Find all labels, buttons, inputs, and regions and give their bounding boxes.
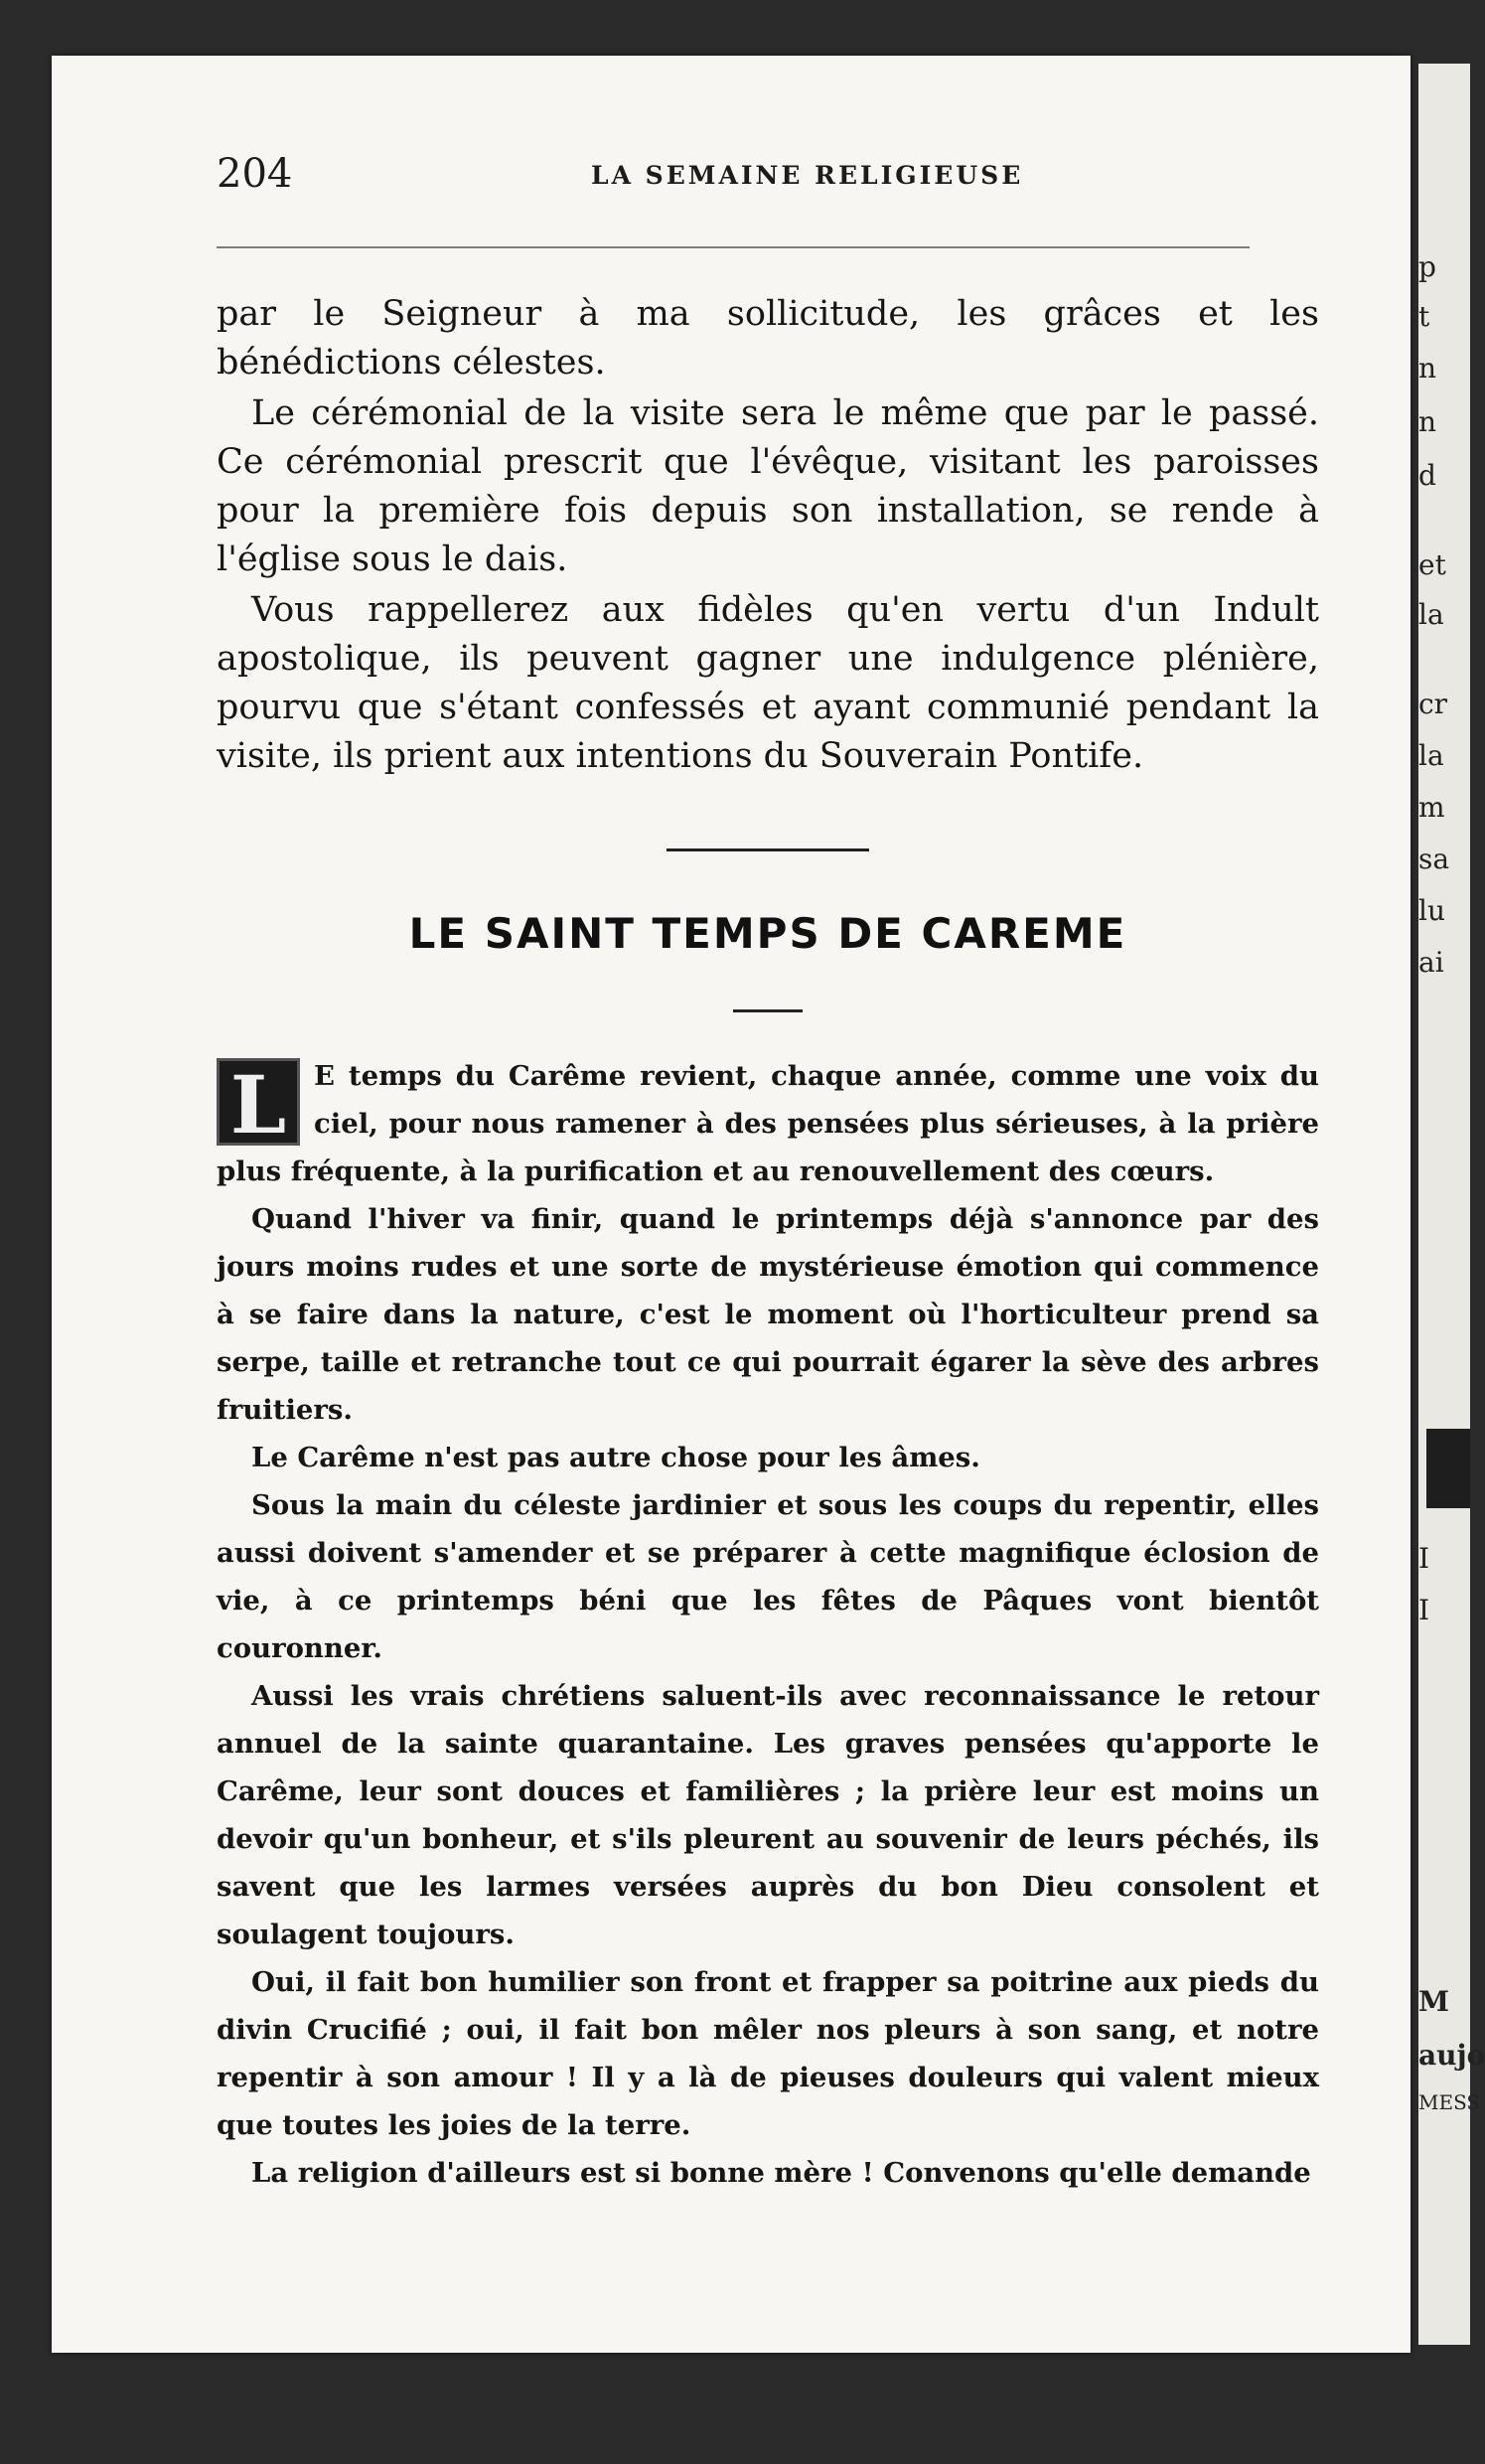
edge-fragment: m [1418,791,1445,824]
edge-fragment: lu [1418,894,1445,927]
header-rule [217,246,1250,248]
edge-fragment: ai [1418,946,1444,979]
paragraph: Quand l'hiver va finir, quand le printemps déjà s'annonce par des jours moins rudes et une sorte de mystérieuse émotion qui commence à se faire dans la nature, c'est le moment où l'horticulteur prend sa serpe, taille et retranche tout ce qui pourrait égarer la sève des arbres fruitiers. [217,1203,1319,1426]
edge-fragment: t [1418,300,1430,333]
paragraph: Oui, il fait bon humilier son front et frapper sa poitrine aux pieds du divin Crucifié ; oui, il fait bon mêler nos pleurs à son sang, et notre repentir à son amour ! Il y a là de pieuses douleurs qui valent mieux que toutes les joies de la terre. [217,1966,1319,2141]
edge-fragment: I [1418,1594,1430,1626]
edge-fragment: la [1418,739,1444,772]
paragraph: Vous rappellerez aux fidèles qu'en vertu d'un Indult apostolique, ils peuvent gagner une indulgence plénière, pourvu que s'étant confessés et ayant communié pendant la visite, ils prient aux intentions du Souverain Pontife. [217,590,1319,776]
edge-fragment: n [1418,405,1437,438]
edge-fragment: la [1418,598,1444,631]
paragraph: par le Seigneur à ma sollicitude, les grâces et les bénédictions célestes. [217,294,1319,383]
section-separator [667,848,869,851]
next-page-edge [1418,64,1485,2345]
page-number: 204 [217,151,293,197]
paragraph: La religion d'ailleurs est si bonne mère ! Convenons qu'elle demande [251,2157,1311,2189]
first-paragraph [217,1052,1319,1195]
paragraph: E temps du Carême revient, chaque année, comme une voix du ciel, pour nous ramener à des pensées plus sérieuses, à la prière plus fréquente, à la purification et au renouvellement des cœurs. [217,1060,1319,1187]
page-header [169,129,1162,197]
edge-fragment: et [1418,548,1446,581]
title-rule [733,1009,803,1012]
edge-fragment: I [1418,1542,1430,1575]
section-title: LE SAINT TEMPS DE CAREME [408,909,1127,958]
edge-fragment: cr [1418,688,1448,720]
edge-fragment: MESS [1418,2090,1481,2114]
paragraph: Le Carême n'est pas autre chose pour les âmes. [251,1442,980,1473]
paragraph: Sous la main du céleste jardinier et sous les coups du repentir, elles aussi doivent s'amender et se préparer à cette magnifique éclosion de vie, à ce printemps béni que les fêtes de Pâques vont bientôt couronner. [217,1489,1319,1664]
edge-fragment: p [1418,250,1436,283]
edge-fragment: d [1418,459,1436,492]
page-content [217,290,1319,2197]
drop-cap: L [217,1058,300,1146]
paragraph: Le cérémonial de la visite sera le même que par le passé. Ce cérémonial prescrit que l'évêque, visitant les paroisses pour la première fois depuis son installation, se rende à l'église sous le dais. [217,393,1319,579]
edge-fragment: M [1418,1985,1449,2018]
edge-fragment: sa [1418,843,1450,875]
edge-dropcap-fragment [1426,1429,1470,1508]
running-title: LA SEMAINE RELIGIEUSE [591,161,1024,190]
edge-fragment: aujo [1418,2039,1485,2072]
edge-fragment: n [1418,352,1437,385]
paragraph: Aussi les vrais chrétiens saluent-ils avec reconnaissance le retour annuel de la sainte quarantaine. Les graves pensées qu'apporte le Carême, leur sont douces et familières ; la prière leur est moins un devoir qu'un bonheur, et s'ils pleurent au souvenir de leurs péchés, ils savent que les larmes versées auprès du bon Dieu consolent et soulagent toujours. [217,1680,1319,1950]
